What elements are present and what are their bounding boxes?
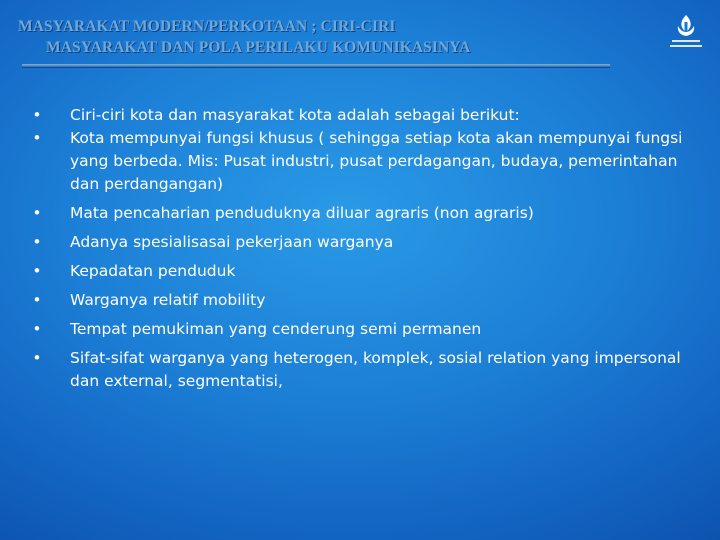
slide-content <box>30 104 690 399</box>
title-line-1: MASYARAKAT MODERN/PERKOTAAN ; CIRI-CIRI <box>18 18 396 35</box>
list-item <box>30 289 690 312</box>
list-item <box>30 231 690 254</box>
list-item-text: Kepadatan penduduk <box>70 262 236 280</box>
slide-title <box>18 16 618 58</box>
bullet-icon: • <box>32 233 42 251</box>
bullet-icon: • <box>32 106 42 124</box>
list-item <box>30 127 690 196</box>
intro-text: Ciri-ciri kota dan masyarakat kota adalah sebagai berikut: <box>70 106 520 124</box>
list-item-intro <box>30 104 690 127</box>
title-line-2: MASYARAKAT DAN POLA PERILAKU KOMUNIKASINYA <box>46 39 471 56</box>
bullet-icon: • <box>32 349 42 367</box>
list-item <box>30 347 690 393</box>
university-logo-icon <box>664 12 708 52</box>
list-item-text: Tempat pemukiman yang cenderung semi permanen <box>70 320 482 338</box>
title-divider <box>22 64 610 68</box>
characteristics-list <box>30 127 690 393</box>
list-item-text: Adanya spesialisasai pekerjaan warganya <box>70 233 394 251</box>
list-item <box>30 202 690 225</box>
bullet-icon: • <box>32 204 42 222</box>
intro-list <box>30 104 690 127</box>
bullet-icon: • <box>32 262 42 280</box>
list-item-text: Sifat-sifat warganya yang heterogen, komplek, sosial relation yang impersonal dan external, segmentatisi, <box>70 349 681 390</box>
list-item <box>30 318 690 341</box>
bullet-icon: • <box>32 291 42 309</box>
list-item <box>30 260 690 283</box>
list-item-text: Warganya relatif mobility <box>70 291 266 309</box>
bullet-icon: • <box>32 129 42 147</box>
list-item-text: Mata pencaharian penduduknya diluar agraris (non agraris) <box>70 204 534 222</box>
list-item-text: Kota mempunyai fungsi khusus ( sehingga setiap kota akan mempunyai fungsi yang berbeda. Mis: Pusat industri, pusat perdagangan, budaya, pemerintahan dan perdangangan) <box>70 129 683 193</box>
bullet-icon: • <box>32 320 42 338</box>
